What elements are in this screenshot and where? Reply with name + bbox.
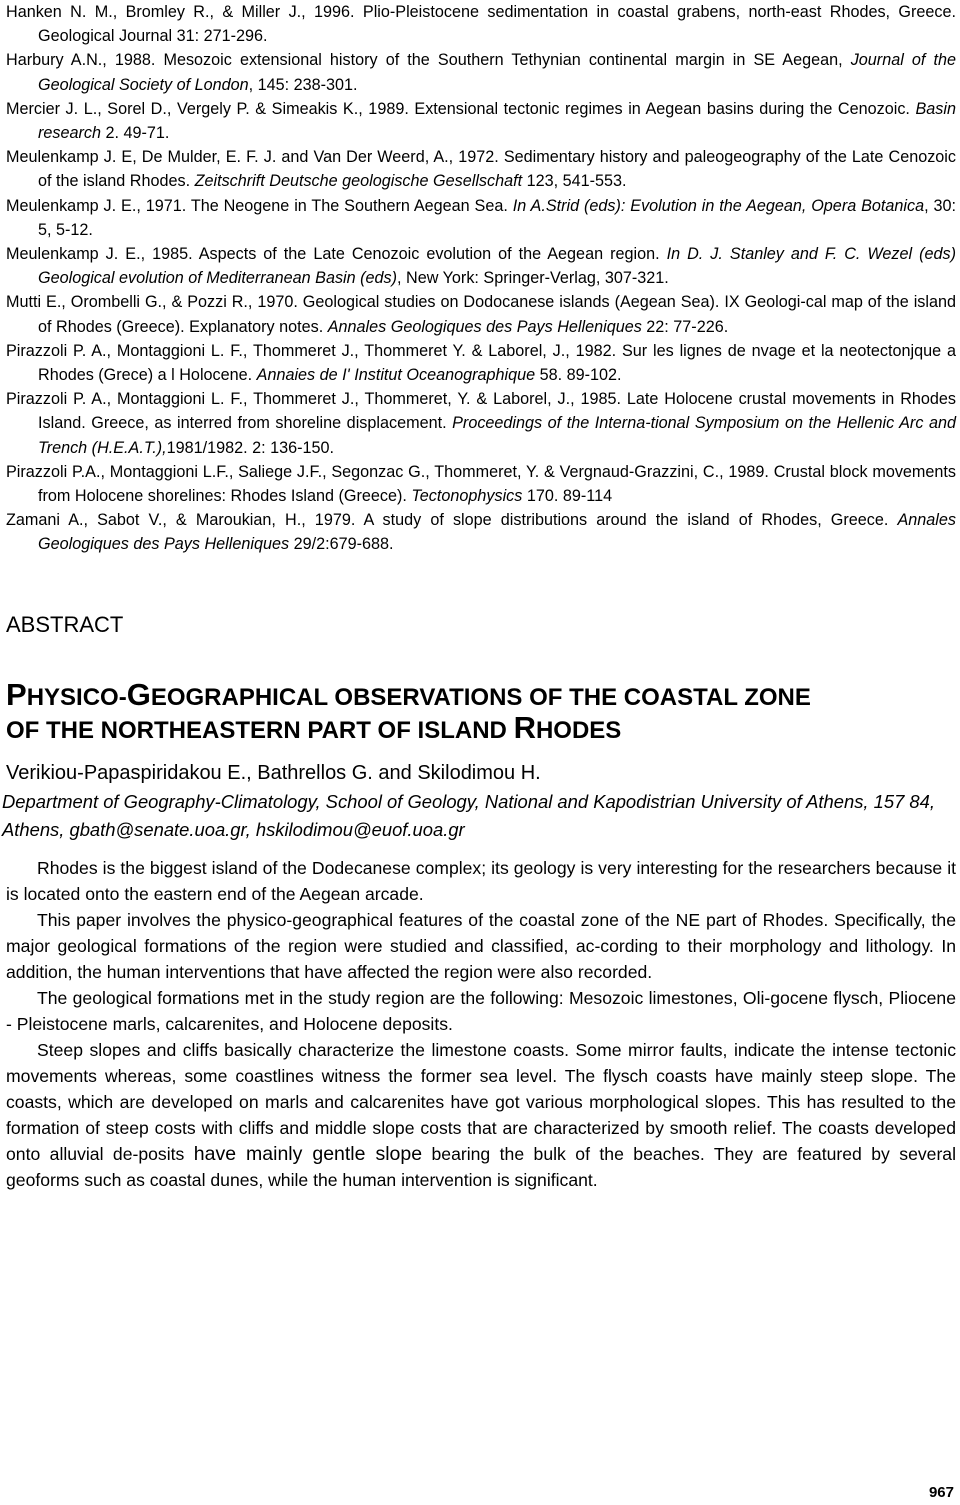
reference-journal: Zeitschrift Deutsche geologische Gesellschaft: [194, 172, 523, 191]
abstract-body: [6, 855, 956, 1193]
reference-tail: , New York: Springer-Verlag, 307-321.: [397, 269, 669, 288]
reference-item: [6, 387, 956, 460]
reference-tail: 2. 49-71.: [100, 124, 170, 143]
reference-text: Pirazzoli P.A., Montaggioni L.F., Saliege J.F., Segonzac G., Thommeret, Y. & Vergnaud-Grazzini, C., 1989. Crustal block movements from Holocene shorelines: Rhodes Island (Greece).: [6, 462, 956, 506]
reference-text: Hanken N. M., Bromley R., & Miller J., 1996. Plio-Pleistocene sedimentation in coastal grabens, north-east Rhodes, Greece. Geological Journal 31: 271-296.: [6, 3, 956, 46]
abstract-paragraph: The geological formations met in the study region are the following: Mesozoic limestones, Oli-gocene flysch, Pliocene - Pleistocene marls, calcarenites, and Holocene deposits.: [6, 988, 956, 1034]
reference-item: [6, 145, 956, 193]
reference-journal: Tectonophysics: [411, 487, 523, 506]
reference-journal: Annales Geologiques des Pays Helleniques: [38, 511, 956, 554]
reference-item: [6, 194, 956, 242]
abstract-heading: ABSTRACT: [6, 612, 124, 637]
reference-text: Meulenkamp J. E., 1985. Aspects of the Late Cenozoic evolution of the Aegean region.: [6, 245, 667, 264]
reference-text: Harbury A.N., 1988. Mesozoic extensional history of the Southern Tethynian continental margin in SE Aegean,: [6, 51, 851, 70]
affiliation: Department of Geography-Climatology, School of Geology, National and Kapodistrian University of Athens, 157 84, Athens, gbath@senate.uoa.gr, hskilodimou@euof.uoa.gr: [2, 791, 935, 840]
reference-text: Pirazzoli P. A., Montaggioni L. F., Thommeret J., Thommeret Y. & Laborel, J., 1982. Sur les lignes de nvage et la neotectonjque a Rhodes (Grece) a l Holocene.: [6, 341, 956, 385]
reference-tail: 123, 541-553.: [522, 172, 627, 191]
paper-title: [6, 677, 946, 746]
abstract-paragraph: Steep slopes and cliffs basically characterize the limestone coasts. Some mirror faults, indicate the intense tectonic movements whereas, some coastlines witness the former sea level. The flysch coasts have mainly steep slope. The coasts, which are developed on marls and calcarenites have got various morphological slopes. This has resulted to the formation of steep costs with cliffs and middle slope costs that are characterized by smooth relief. The coasts developed onto alluvial de-posits have mainly gentle slope bearing the bulk of the beaches. They are featured by several geoforms such as coastal dunes, while the human intervention is significant.: [6, 1040, 957, 1190]
reference-tail: 170. 89-114: [522, 487, 613, 506]
reference-text: Zamani A., Sabot V., & Maroukian, H., 1979. A study of slope distributions around the island of Rhodes, Greece.: [6, 511, 898, 530]
reference-journal: Basin research: [38, 99, 956, 143]
reference-item: [6, 339, 956, 387]
reference-item: [6, 242, 956, 290]
reference-text: Mutti E., Orombelli G., & Pozzi R., 1970. Geological studies on Dodocanese islands (Aegean Sea). IX Geologi-cal map of the island of Rhodes (Greece). Explanatory notes.: [6, 293, 956, 336]
reference-item: [6, 290, 956, 338]
reference-journal: In A.Strid (eds): Evolution in the Aegean, Opera Botanica: [512, 196, 925, 215]
reference-item: [6, 460, 956, 508]
reference-text: Meulenkamp J. E., 1971. The Neogene in The Southern Aegean Sea.: [6, 196, 513, 215]
title-line-2: OF THE NORTHEASTERN PART OF ISLAND RHODES: [6, 710, 622, 745]
reference-tail: 29/2:679-688.: [289, 535, 394, 554]
page-number: 967: [928, 1484, 954, 1501]
abstract-paragraph: Rhodes is the biggest island of the Dodecanese complex; its geology is very interesting for the researchers because it is located onto the eastern end of the Aegean arcade.: [6, 858, 956, 904]
references-list: [6, 0, 956, 557]
authors: Verikiou-Papaspiridakou E., Bathrellos G. and Skilodimou H.: [6, 762, 541, 784]
reference-journal: Proceedings of the Interna-tional Symposium on the Hellenic Arc and Trench (H.E.A.T.),: [38, 414, 956, 457]
reference-item: [6, 97, 956, 145]
reference-text: Meulenkamp J. E, De Mulder, E. F. J. and Van Der Weerd, A., 1972. Sedimentary history and paleogeography of the Late Cenozoic of the island Rhodes.: [6, 148, 956, 191]
reference-tail: 1981/1982. 2: 136-150.: [166, 438, 335, 457]
reference-text: Mercier J. L., Sorel D., Vergely P. & Simeakis K., 1989. Extensional tectonic regimes in Aegean basins during the Cenozoic.: [6, 99, 916, 118]
reference-item: [6, 0, 956, 48]
reference-journal: Journal of the Geological Society of London: [38, 51, 956, 94]
title-line-1: PHYSICO-GEOGRAPHICAL OBSERVATIONS OF THE COASTAL ZONE: [6, 677, 811, 712]
reference-journal: Annaies de I' Institut Oceanographique: [256, 366, 536, 385]
reference-tail: 22: 77-226.: [641, 317, 729, 336]
reference-journal: Annales Geologiques des Pays Helleniques: [327, 317, 642, 336]
reference-tail: , 145: 238-301.: [248, 75, 358, 94]
reference-item: [6, 48, 956, 96]
abstract-paragraph: This paper involves the physico-geographical features of the coastal zone of the NE part of Rhodes. Specifically, the major geological formations of the region were studied and classified, ac-cording to their morphology and lithology. In addition, the human interventions that have affected the region were also recorded.: [6, 910, 956, 982]
reference-tail: , 30: 5, 5-12.: [38, 196, 956, 239]
reference-tail: 58. 89-102.: [535, 366, 622, 385]
reference-item: [6, 508, 956, 556]
reference-journal: In D. J. Stanley and F. C. Wezel (eds) Geological evolution of Mediterranean Basin (eds): [38, 245, 956, 288]
reference-text: Pirazzoli P. A., Montaggioni L. F., Thommeret J., Thommeret, Y. & Laborel, J., 1985. Late Holocene crustal movements in Rhodes Island. Greece, as interred from shoreline displacement.: [6, 390, 956, 433]
